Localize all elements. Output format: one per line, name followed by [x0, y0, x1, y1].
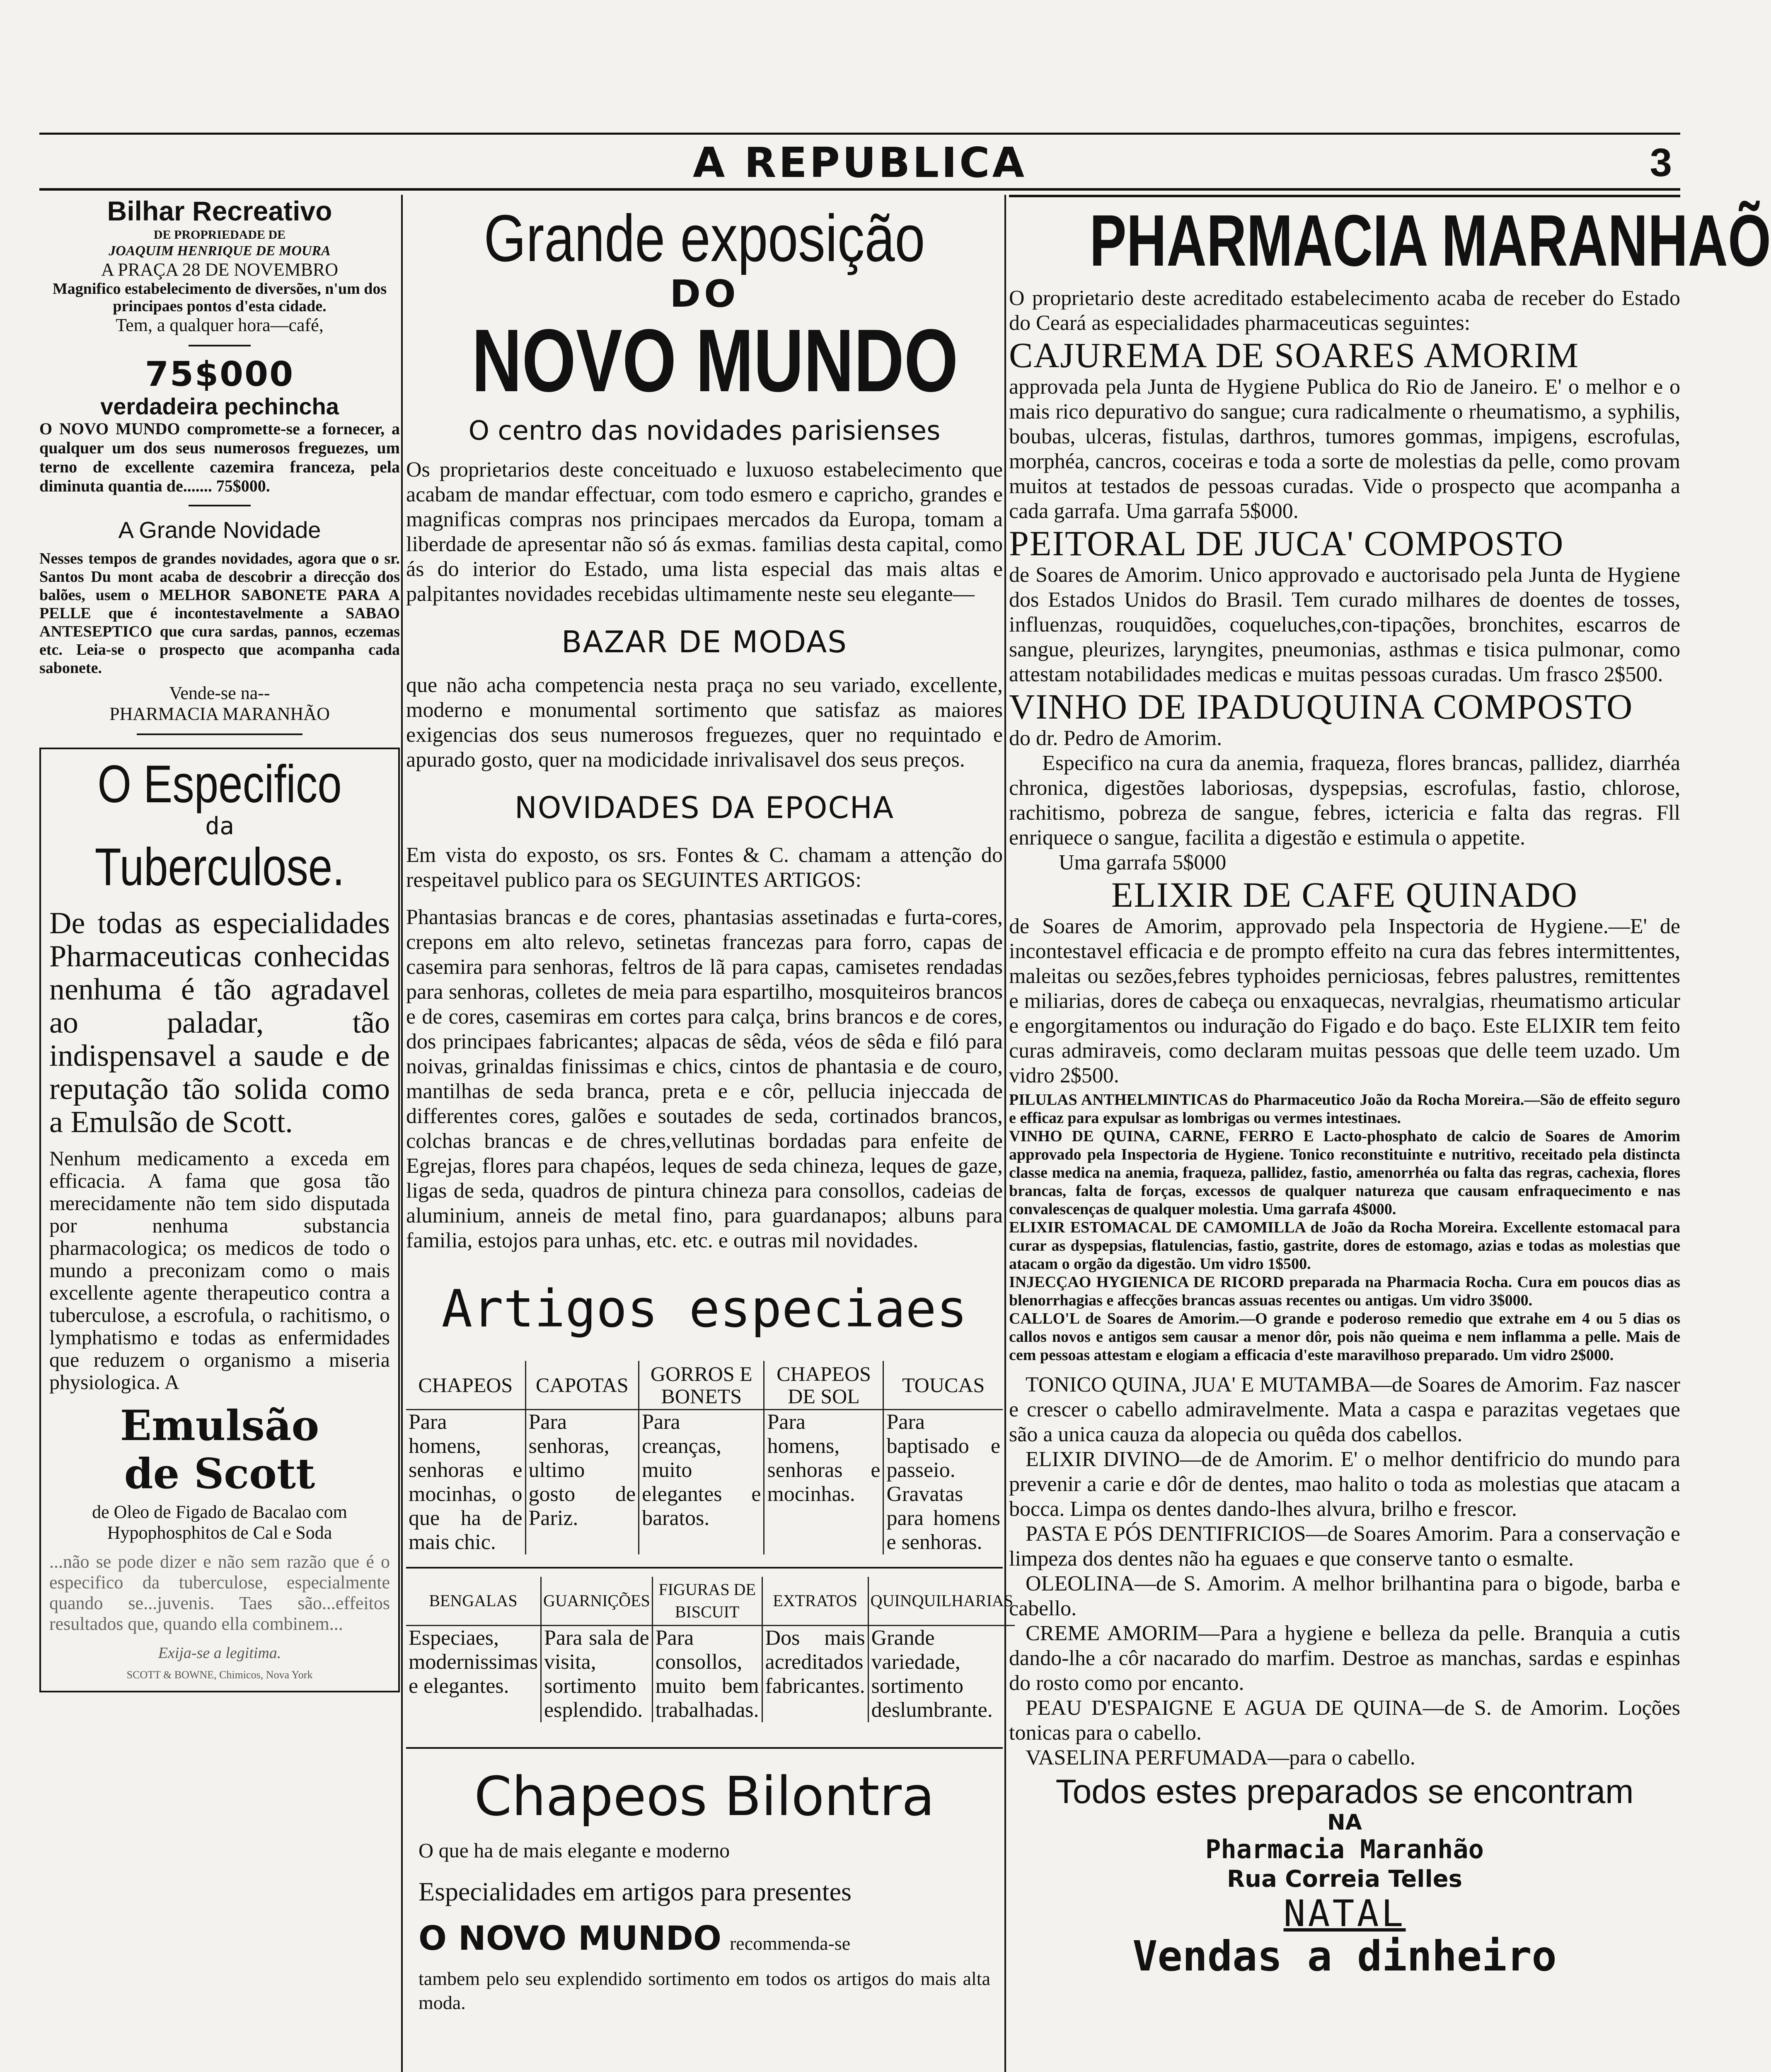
bilontra-line-2: Especialidades em artigos para presentes	[419, 1877, 852, 1906]
separator	[189, 345, 251, 346]
bilhar-owner: JOAQUIM HENRIQUE DE MOURA	[109, 243, 331, 259]
page-number: 3	[1650, 140, 1672, 185]
elixir-cafe-title: ELIXIR DE CAFE QUINADO	[1111, 875, 1578, 915]
novo-mundo-body: Os proprietarios deste conceituado e luxuoso estabelecimento que acabam de mandar effectuar, com todo esmero e capricho, grandes e magnificas compras nos principaes mercados da Europa, tomam a liberdade de apresentar não só ás exmas. familias desta capital, como ás do interior do Estado, uma lista especial das mais altas e palpitantes novidades recebidas ultimamente neste seu elegante—	[406, 458, 1003, 606]
cajurema-title: CAJUREMA DE SOARES AMORIM	[1009, 335, 1580, 375]
novidade-title: A Grande Novidade	[118, 517, 321, 543]
scott-body-2: Nenhum medicamento a exceda em efficacia. A fama que gosa tão merecidamente não tem sido disputada por nenhuma substancia pharmacologica; os medicos de todo o mundo a preconizam como o mais excellente agente therapeutico contra a tuberculose, a escrofula, o rachitismo, o lymphatismo e todas as enfermidades que reduzem o organismo a miseria physiologica. A	[49, 1147, 390, 1394]
table-header-row	[406, 1577, 1015, 1626]
scott-title-1: O Especifico	[97, 755, 342, 814]
footer-line-3: Pharmacia Maranhão	[1205, 1834, 1484, 1864]
column-rule-1	[401, 195, 403, 2072]
small-items	[1009, 1091, 1680, 1364]
list-item: PILULAS ANTHELMINTICAS do Pharmaceutico João da Rocha Moreira.—São de effeito seguro e efficaz para expulsar as lombrigas ou vermes intestinaes.	[1009, 1091, 1680, 1127]
list-item: CREME AMORIM—Para a hygiene e belleza da pelle. Branquia a cutis dando-lhe a côr nacarado do marfim. Destroe as manchas, sardas e espinhas do rosto como por encanto.	[1009, 1622, 1680, 1695]
scott-maker: SCOTT & BOWNE, Chimicos, Nova York	[126, 1669, 313, 1681]
epocha-title: NOVIDADES DA EPOCHA	[514, 790, 895, 825]
table-cell: Especiaes, modernissimas e elegantes.	[409, 1626, 538, 1698]
masthead-rule-top	[39, 133, 1680, 135]
scott-title-2: da	[205, 812, 234, 840]
price-ad	[39, 356, 400, 496]
peitoral-body: de Soares de Amorim. Unico approvado e auctorisado pela Junta de Hygiene dos Estados Unidos do Brasil. Tem curado milhares de doentes de tosses, influenzas, rouquidões, coqueluches,con-tipações, bronchites, escarros de sangue, pleurizes, laryngites, pneumonias, asthmas e tisica pulmonar, como attestam notabilidades medicas e muitas pessoas curadas. Um frasco 2$500.	[1009, 563, 1680, 686]
list-item: TONICO QUINA, JUA' E MUTAMBA—de Soares de Amorim. Faz nascer e crescer o cabello admiravelmente. Mata a caspa e parazitas vegetaes que são a unica cauza da alopecia ou quêda dos cabellos.	[1009, 1373, 1680, 1446]
bazar-body: que não acha competencia nesta praça no seu variado, excellente, moderno e monumental sortimento que satisfaz as maiores exigencias dos seus numerosos freguezes, quer no requintado e apurado gosto, quer na modicidade inrivalisavel dos seus preços.	[406, 673, 1003, 772]
table-header: GUARNIÇÕES	[541, 1577, 652, 1626]
column-left	[39, 195, 400, 1692]
vinho-body: Especifico na cura da anemia, fraqueza, flores brancas, pallidez, diarrhéa chronica, digestões laboriosas, dyspepsias, escrofulas, fastio, chlorose, rachitismo, pobreza de sangue, febres, ictericia e falta das regras. Fll enriquece o sangue, facilita a digestão e estimula o appetite.	[1009, 751, 1680, 850]
scott-body-1: De todas as especialidades Pharmaceuticas conhecidas nenhuma é tão agradavel ao paladar, tão indispensavel a saude e de reputação tão solida como a Emulsão de Scott.	[49, 906, 390, 1139]
peitoral-title: PEITORAL DE JUCA' COMPOSTO	[1009, 523, 1564, 563]
bilhar-ad	[39, 195, 400, 336]
separator	[137, 733, 302, 735]
novidade-sale: Vende-se na--	[169, 683, 270, 703]
table-cell: Para homens, senhoras e mocinhas, o que ha de mais chic.	[409, 1410, 523, 1554]
table-cell: Grande variedade, sortimento deslumbrante.	[868, 1626, 1015, 1723]
list-item: VINHO DE QUINA, CARNE, FERRO E Lacto-phosphato de calcio de Soares de Amorim approvado pela Inspectoria de Hygiene. Tonico reconstituinte e nutritivo, receitado pela distincta classe medica na anemia, fraqueza, pallidez, fastio, amenorrhéa ou falta das regras, cachexia, flores brancas, falta de forças, excessos de qualquer natureza que causam enfraquecimento e nas convalescenças de qualquer molestia. Uma garrafa 4$000.	[1009, 1128, 1680, 1218]
masthead	[39, 133, 1680, 191]
footer-line-1: Todos estes preparados se encontram	[1055, 1773, 1634, 1811]
footer-line-2: NA	[1327, 1810, 1362, 1835]
bilhar-body: Magnifico estabelecimento de diversões, n'um dos principaes pontos d'esta cidade.	[52, 280, 387, 315]
amorim-items	[1009, 1372, 1680, 1770]
bilontra-store: O NOVO MUNDO	[419, 1919, 721, 1958]
table-cell: Para consollos, muito bem trabalhadas.	[652, 1626, 762, 1723]
masthead-rule-bottom	[39, 188, 1680, 191]
table-cell: Para creanças, muito elegantes e baratos.	[639, 1410, 764, 1555]
scott-body-3: ...não se pode dizer e não sem razão que é o especifico da tuberculose, especialmente quando se...juvenis. Taes são...effeitos resultados que, quando ella combinem...	[49, 1552, 390, 1634]
pharmacy-intro: O proprietario deste acreditado estabelecimento acaba de receber do Estado do Ceará as especialidades pharmaceuticas seguintes:	[1009, 286, 1680, 335]
bilontra-title: Chapeos Bilontra	[474, 1765, 935, 1828]
footer-line-4: Rua Correia Telles	[1227, 1866, 1462, 1893]
list-item: PASTA E PÓS DENTIFRICIOS—de Soares Amorim. Para a conservação e limpeza dos dentes não ha eguaes e que conserve tanto o esmalte.	[1009, 1522, 1680, 1571]
table-header: FIGURAS DE BISCUIT	[652, 1577, 762, 1626]
novo-mundo-title-3: NOVO MUNDO	[472, 310, 958, 410]
footer-line-5: NATAL	[1283, 1892, 1406, 1935]
list-item: ELIXIR DIVINO—de de Amorim. E' o melhor dentifricio do mundo para prevenir a carie e dôr de dentes, mao halito o toda as molestias que atacam a bocca. Limpa os dentes dando-lhes alvura, brilho e frescor.	[1009, 1447, 1680, 1521]
bazar-title: BAZAR DE MODAS	[561, 625, 847, 659]
table-divider	[406, 1567, 1003, 1569]
epocha-body: Phantasias brancas e de cores, phantasias assetinadas e furta-cores, crepons em alto relevo, setinetas francezas para forro, capas de casemira para senhoras, feltros de lã para capas, camisetes rendadas para senhoras, colletes de meia para espartilho, mosquiteiros brancos e de cores, casemiras em cortes para calça, brins brancos e de cores, dos principaes fabricantes; alpacas de sêda, véos de sêda e filó para noivas, grinaldas finissimas e chics, cintos de phantasia e de couro, mantilhas de seda branca, preta e e côr, pellucia injeccada de differentes cores, galões e soutades de seda, cortinados brancos, colchas brancas e de chres,vellutinas bordadas para enfeite de Egrejas, flores para chapéos, leques de seda chineza, leques de gaze, ligas de seda, quadros de pintura chineza para consollos, cadeias de aluminium, anneis de metal fino, para guardanapos; albuns para familia, estojos para unhas, etc. etc. e outras mil novidades.	[406, 905, 1003, 1252]
column-rule-2	[1004, 195, 1006, 2072]
table-header: GORROS E BONETS	[639, 1361, 764, 1410]
table-header-row	[406, 1361, 1003, 1410]
list-item: INJECÇAO HYGIENICA DE RICORD preparada na Pharmacia Rocha. Cura em poucos dias as blenorrhagias e affecções brancas assuas recentes ou antigas. Um vidro 3$000.	[1009, 1273, 1680, 1309]
price-amount: 75$000	[145, 355, 295, 394]
list-item: OLEOLINA—de S. Amorim. A melhor brilhantina para o bigode, barba e cabello.	[1009, 1572, 1680, 1620]
scott-sign: Exija-se a legitima.	[158, 1644, 281, 1662]
pharmacy-title: PHARMACIA MARANHAÕ	[1009, 195, 1680, 278]
bilontra-line-1: O que ha de mais elegante e moderno	[419, 1839, 730, 1862]
bilontra-body: tambem pelo seu explendido sortimento em todos os artigos do mais alta moda.	[419, 1968, 990, 2013]
vinho-byline: do dr. Pedro de Amorim.	[1009, 726, 1222, 750]
list-item: CALLO'L de Soares de Amorim.—O grande e poderoso remedio que extrahe em 4 ou 5 dias os callos novos e antigos sem causar a menor dôr, pois não queima e nem inflamma a pelle. Mais de cem pessoas attestam e elogiam a efficacia d'este maravilhoso preparado. Um vidro 2$000.	[1009, 1310, 1680, 1364]
artigos-table-1	[406, 1361, 1003, 1554]
epocha-intro: Em vista do exposto, os srs. Fontes & C. chamam a attenção do respeitavel publico para os SEGUINTES ARTIGOS:	[406, 843, 1003, 892]
artigos-title: Artigos especiaes	[441, 1279, 968, 1339]
list-item: PEAU D'ESPAIGNE E AGUA DE QUINA—de S. de Amorim. Loções tonicas para o cabello.	[1009, 1696, 1680, 1745]
novo-mundo-title-1: Grande exposição	[484, 201, 925, 275]
bilhar-line: Tem, a qualquer hora—café,	[116, 315, 324, 335]
table-header: EXTRATOS	[762, 1577, 868, 1626]
table-header: BENGALAS	[406, 1577, 541, 1626]
bilontra-recommend: recommenda-se	[729, 1933, 851, 1954]
footer-line-6: Vendas a dinheiro	[1132, 1932, 1557, 1980]
scott-title-3: Tuberculose.	[94, 838, 345, 897]
table-cell: Para homens, senhoras e mocinhas.	[764, 1410, 883, 1555]
list-item: VASELINA PERFUMADA—para o cabello.	[1026, 1746, 1415, 1769]
list-item: ELIXIR ESTOMACAL DE CAMOMILLA de João da Rocha Moreira. Excellente estomacal para curar as dyspepsias, flatulencias, fastio, gastrite, dores de estomago, azias e todas as molestias que atacam o orgão da digestão. Um vidro 1$500.	[1009, 1219, 1680, 1273]
scott-ad	[39, 748, 400, 1692]
vinho-title: VINHO DE IPADUQUINA COMPOSTO	[1009, 687, 1633, 726]
bilontra-store-line	[419, 1919, 990, 1958]
price-headline: verdadeira pechincha	[100, 393, 339, 419]
table-header: CHAPEOS DE SOL	[764, 1361, 883, 1410]
separator	[189, 505, 251, 506]
cajurema-body: approvada pela Junta de Hygiene Publica do Rio de Janeiro. E' o melhor e o mais rico depurativo do sangue; cura radicalmente o rheumatismo, a syphilis, boubas, ulceras, fistulas, darthros, tumores gommas, impigens, escrofulas, morphéa, cancros, coceiras e toda a sorte de molestias da pelle, como provam muitos at testados de pessoas curadas. Vide o prospecto que acompanha a cada garrafa. Uma garrafa 5$000.	[1009, 375, 1680, 523]
elixir-cafe-body: de Soares de Amorim, approvado pela Inspectoria de Hygiene.—E' de incontestavel efficacia e de prompto effeito na cura das febres intermittentes, maleitas ou sezões,febres typhoides perniciosas, febres palustres, remittentes e miliarias, dores de cabeça ou enxaquecas, nevralgias, rheumatismo articular e engorgitamentos ou induração do Figado e do baço. Este ELIXIR tem feito curas admiraveis, como declaram muitas pessoas que delle teem uzado. Um vidro 2$500.	[1009, 915, 1680, 1087]
table-cell: Dos mais acreditados fabricantes.	[762, 1626, 868, 1723]
novidade-body: Nesses tempos de grandes novidades, agora que o sr. Santos Du mont acaba de descobrir a direcção dos balões, usem o MELHOR SABONETE PARA A PELLE que é incontestavelmente a SABAO ANTESEPTICO que cura sardas, pannos, eczemas etc. Leia-se o prospecto que acompanha cada sabonete.	[39, 550, 400, 677]
novo-mundo-title-2: DO	[670, 272, 739, 316]
table-header: TOUCAS	[883, 1361, 1003, 1410]
table-row	[406, 1626, 1015, 1723]
bilhar-title: Bilhar Recreativo	[107, 196, 332, 226]
scott-product-2: de Scott	[124, 1449, 315, 1498]
novidade-pharmacy: PHARMACIA MARANHÃO	[109, 704, 330, 724]
bilhar-address: A PRAÇA 28 DE NOVEMBRO	[101, 259, 339, 280]
table-header: CHAPEOS	[406, 1361, 525, 1410]
scott-product-1: Emulsão	[120, 1401, 319, 1450]
table-cell: Para baptisado e passeio. Gravatas para homens e senhoras.	[883, 1410, 1003, 1555]
artigos-table-2	[406, 1577, 1015, 1722]
price-body: O NOVO MUNDO compromette-se a fornecer, a qualquer um dos seus numerosos freguezes, um terno de excellente cazemira franceza, pela diminuta quantia de....... 75$000.	[39, 419, 400, 495]
table-row	[406, 1410, 1003, 1555]
table-cell: Para sala de visita, sortimento esplendido.	[541, 1626, 652, 1723]
column-center	[406, 195, 1014, 2072]
column-right	[1009, 195, 1771, 1980]
vinho-price: Uma garrafa 5$000	[1059, 851, 1227, 874]
firm-name	[406, 2069, 1003, 2072]
newspaper-title: A REPUBLICA	[693, 138, 1027, 187]
novo-mundo-subtitle: O centro das novidades parisienses	[468, 416, 941, 446]
bilhar-owner-prefix: DE PROPRIEDADE DE	[153, 228, 286, 242]
novidade-ad	[39, 516, 400, 724]
table-header: CAPOTAS	[525, 1361, 639, 1410]
bilontra-ad	[406, 1747, 1003, 2027]
table-header: QUINQUILHARIAS	[868, 1577, 1015, 1626]
table-cell: Para senhoras, ultimo gosto de Pariz.	[525, 1410, 639, 1555]
scott-composition: de Oleo de Figado de Bacalao com Hypophosphitos de Cal e Soda	[92, 1502, 347, 1543]
